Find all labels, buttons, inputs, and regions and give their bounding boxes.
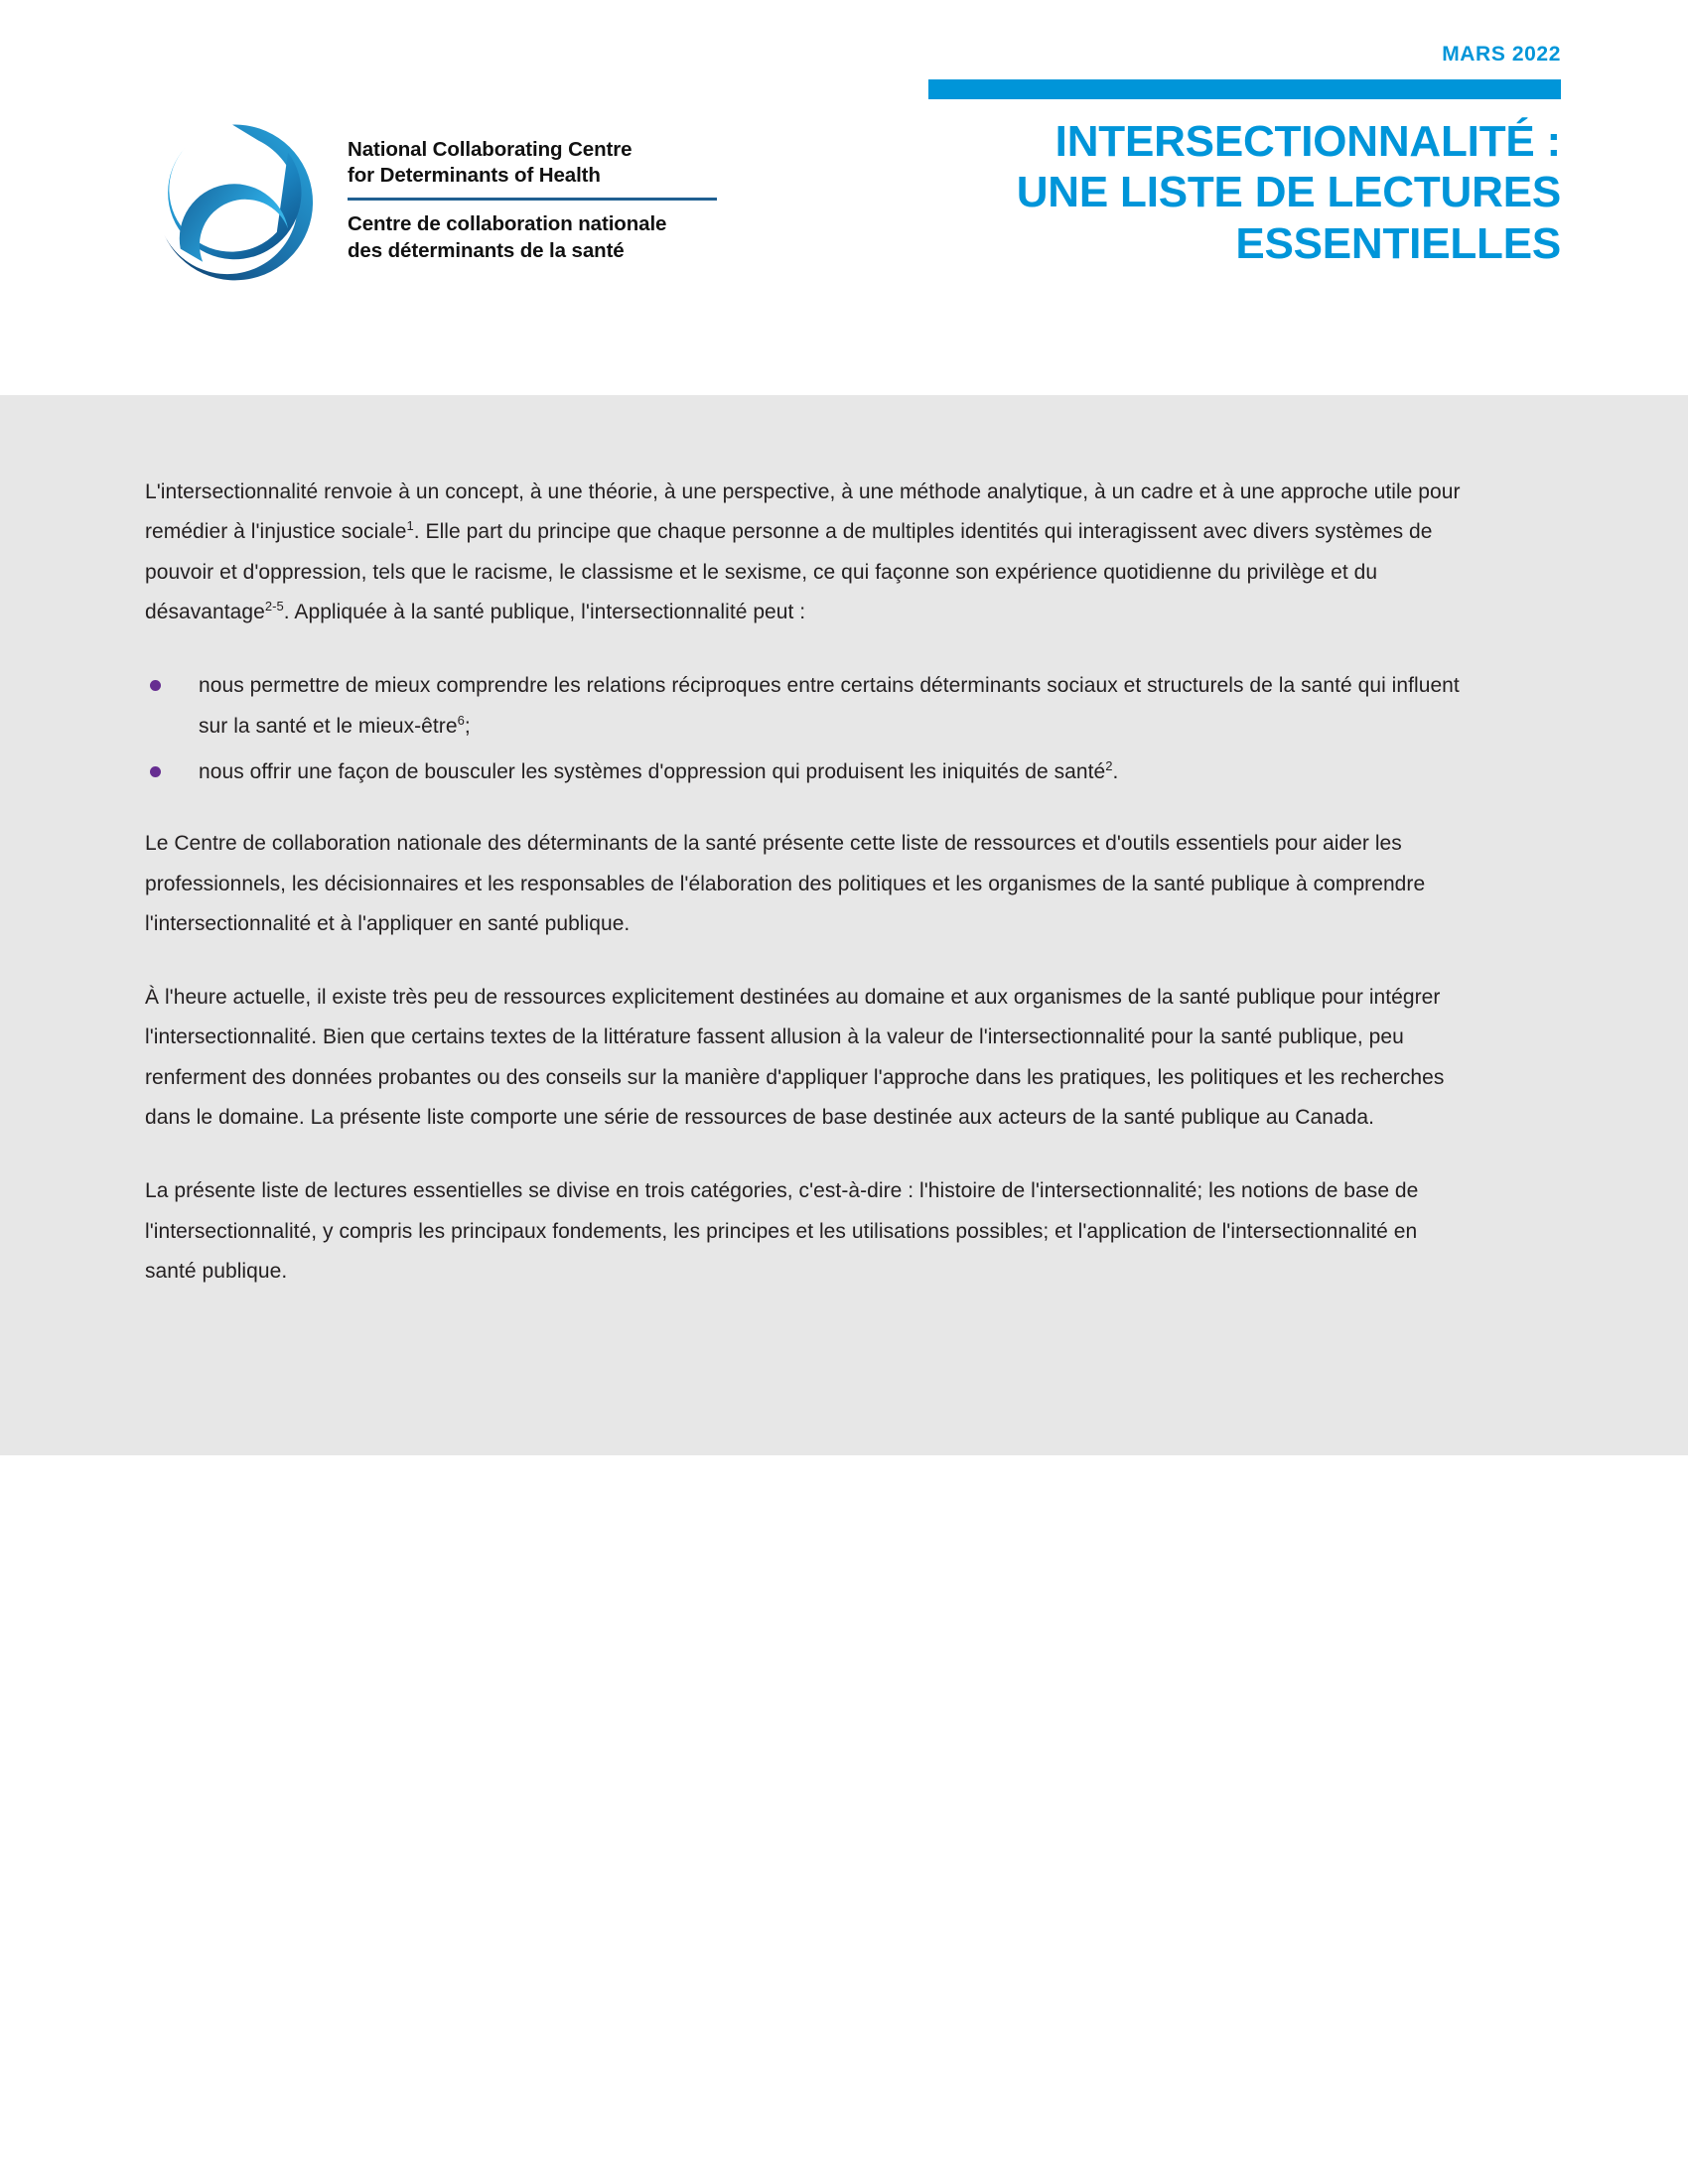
- footnote-ref-2: 2: [1105, 757, 1113, 773]
- paragraph-definition-part3: . Appliquée à la santé publique, l'intersectionnalité peut :: [283, 600, 806, 623]
- intro-content: [145, 473, 1461, 1292]
- title-group: [928, 44, 1561, 269]
- paragraph-context: À l'heure actuelle, il existe très peu de ressources explicitement destinées au domaine et aux organismes de la santé publique pour intégrer l'intersectionnalité. Bien que certains textes de la littérature fassent allusion à la valeur de l'intersectionnalité pour la santé publique, peu renferment des données probantes ou des conseils sur la manière d'appliquer l'approche dans les pratiques, les politiques et les recherches dans le domaine. La présente liste comporte une série de ressources de base destinée aux acteurs de la santé publique au Canada.: [145, 986, 1445, 1130]
- document-title-line-1: INTERSECTIONNALITÉ :: [1055, 117, 1561, 166]
- organization-name-text: [348, 119, 725, 264]
- page-blank-area: [0, 1455, 1688, 2184]
- document-title-line-3: ESSENTIELLES: [1235, 218, 1561, 268]
- logo-english-line-2: for Determinants of Health: [348, 164, 601, 188]
- bullet-text: nous permettre de mieux comprendre les relations réciproques entre certains déterminants sociaux et structurels de la santé qui influent sur la santé et le mieux-être: [199, 674, 1460, 738]
- ncc-swirl-logo-icon: [149, 119, 316, 286]
- paragraph-definition-part2: . Elle part du principe que chaque personne a de multiples identités qui interagissent avec divers systèmes de pouvoir et d'oppression, tels que le racisme, le classisme et le sexisme, ce qui façonne son expérience quotidienne du privilège et du désavantage: [145, 520, 1433, 623]
- list-item: [145, 666, 1461, 747]
- bullet-dot-icon: [150, 766, 161, 777]
- logo-french-line-2: des déterminants de la santé: [348, 238, 625, 262]
- bullet-text: nous offrir une façon de bousculer les systèmes d'oppression qui produisent les iniquités de santé: [199, 759, 1106, 783]
- logo-divider: [348, 198, 717, 201]
- footnote-ref-6: 6: [457, 712, 465, 728]
- list-item: [145, 752, 1461, 792]
- paragraph-purpose: Le Centre de collaboration nationale des déterminants de la santé présente cette liste de ressources et d'outils essentiels pour aider les professionnels, les décisionnaires et les responsables de l'élaboration des politiques et les organismes de la santé publique à comprendre l'intersectionnalité et à l'appliquer en santé publique.: [145, 832, 1426, 935]
- document-title: [928, 116, 1561, 269]
- page-header: [0, 0, 1688, 395]
- title-accent-bar: [928, 79, 1561, 99]
- paragraph-structure: La présente liste de lectures essentielles se divise en trois catégories, c'est-à-dire : l'histoire de l'intersectionnalité; les notions de base de l'intersectionnalité, y compris les principaux fondements, les principes et les utilisations possibles; et l'application de l'intersectionnalité en santé publique.: [145, 1179, 1419, 1283]
- logo-french-line-1: Centre de collaboration nationale: [348, 212, 667, 236]
- bullet-tail: .: [1112, 759, 1119, 783]
- intro-content-band: [0, 395, 1688, 1455]
- footnote-ref-2-5: 2-5: [264, 598, 284, 614]
- capability-bullet-list: [145, 666, 1461, 792]
- bullet-tail: ;: [464, 714, 471, 738]
- logo-english-line-1: National Collaborating Centre: [348, 138, 633, 161]
- publication-date: MARS 2022: [1442, 43, 1561, 66]
- paragraph-definition-part1: L'intersectionnalité renvoie à un concept, à une théorie, à une perspective, à une méthode analytique, à un cadre et à une approche utile pour remédier à l'injustice sociale: [145, 480, 1461, 544]
- footnote-ref-1: 1: [406, 518, 414, 534]
- paragraph-definition: [145, 473, 1461, 632]
- bullet-dot-icon: [150, 680, 161, 691]
- document-title-line-2: UNE LISTE DE LECTURES: [1016, 168, 1561, 217]
- organization-logo-block: [149, 119, 725, 286]
